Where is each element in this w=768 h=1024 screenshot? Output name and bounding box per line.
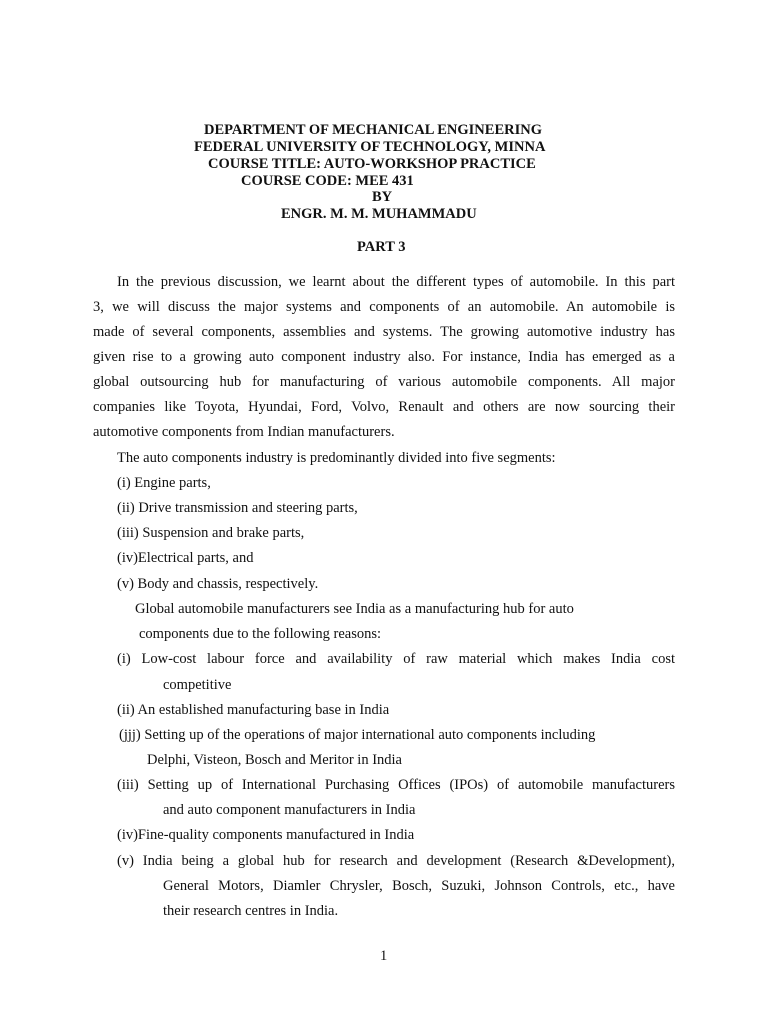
segment-item: (i) Engine parts, (117, 475, 211, 491)
intro-line: automotive components from Indian manufacturers. (93, 424, 395, 440)
reason-item: (iv)Fine-quality components manufactured in India (117, 827, 415, 843)
course-title-heading: COURSE TITLE: AUTO-WORKSHOP PRACTICE (208, 156, 536, 172)
department-heading: DEPARTMENT OF MECHANICAL ENGINEERING (204, 122, 542, 138)
intro-line: In the previous discussion, we learnt about the different types of automobile. In this part (117, 274, 675, 290)
segment-item: (iv)Electrical parts, and (117, 550, 254, 566)
university-heading: FEDERAL UNIVERSITY OF TECHNOLOGY, MINNA (194, 139, 546, 155)
part-heading: PART 3 (357, 239, 406, 255)
reason-item: (v) India being a global hub for research and development (Research &Development), (117, 853, 675, 869)
reason-item: (i) Low-cost labour force and availability of raw material which makes India cost (117, 651, 675, 667)
reason-item: (ii) An established manufacturing base in India (117, 702, 390, 718)
reason-item-continuation: their research centres in India. (163, 903, 339, 919)
by-heading: BY (372, 189, 393, 205)
segment-item: (iii) Suspension and brake parts, (117, 525, 305, 541)
intro-line: 3, we will discuss the major systems and components of an automobile. An automobile is (93, 299, 675, 315)
reason-item-continuation: and auto component manufacturers in India (163, 802, 416, 818)
course-code-heading: COURSE CODE: MEE 431 (241, 173, 414, 189)
intro-line: given rise to a growing auto component industry also. For instance, India has emerged as a (93, 349, 675, 365)
reason-item-continuation: Delphi, Visteon, Bosch and Meritor in India (147, 752, 402, 768)
author-heading: ENGR. M. M. MUHAMMADU (281, 206, 477, 222)
reason-item-continuation: General Motors, Diamler Chrysler, Bosch, Suzuki, Johnson Controls, etc., have (163, 878, 675, 894)
intro-line: made of several components, assemblies and systems. The growing automotive industry has (93, 324, 675, 340)
reason-item: (jjj) Setting up of the operations of major international auto components including (119, 727, 596, 743)
reason-item-continuation: competitive (163, 677, 232, 693)
segments-intro: The auto components industry is predominantly divided into five segments: (117, 450, 556, 466)
reason-item: (iii) Setting up of International Purchasing Offices (IPOs) of automobile manufacturers (117, 777, 675, 793)
reasons-intro-line: Global automobile manufacturers see India as a manufacturing hub for auto (135, 601, 574, 617)
segment-item: (v) Body and chassis, respectively. (117, 576, 319, 592)
intro-line: companies like Toyota, Hyundai, Ford, Volvo, Renault and others are now sourcing their (93, 399, 675, 415)
reasons-intro-line: components due to the following reasons: (139, 626, 382, 642)
page-number: 1 (380, 948, 388, 964)
segment-item: (ii) Drive transmission and steering parts, (117, 500, 358, 516)
intro-line: global outsourcing hub for manufacturing of various automobile components. All major (93, 374, 675, 390)
